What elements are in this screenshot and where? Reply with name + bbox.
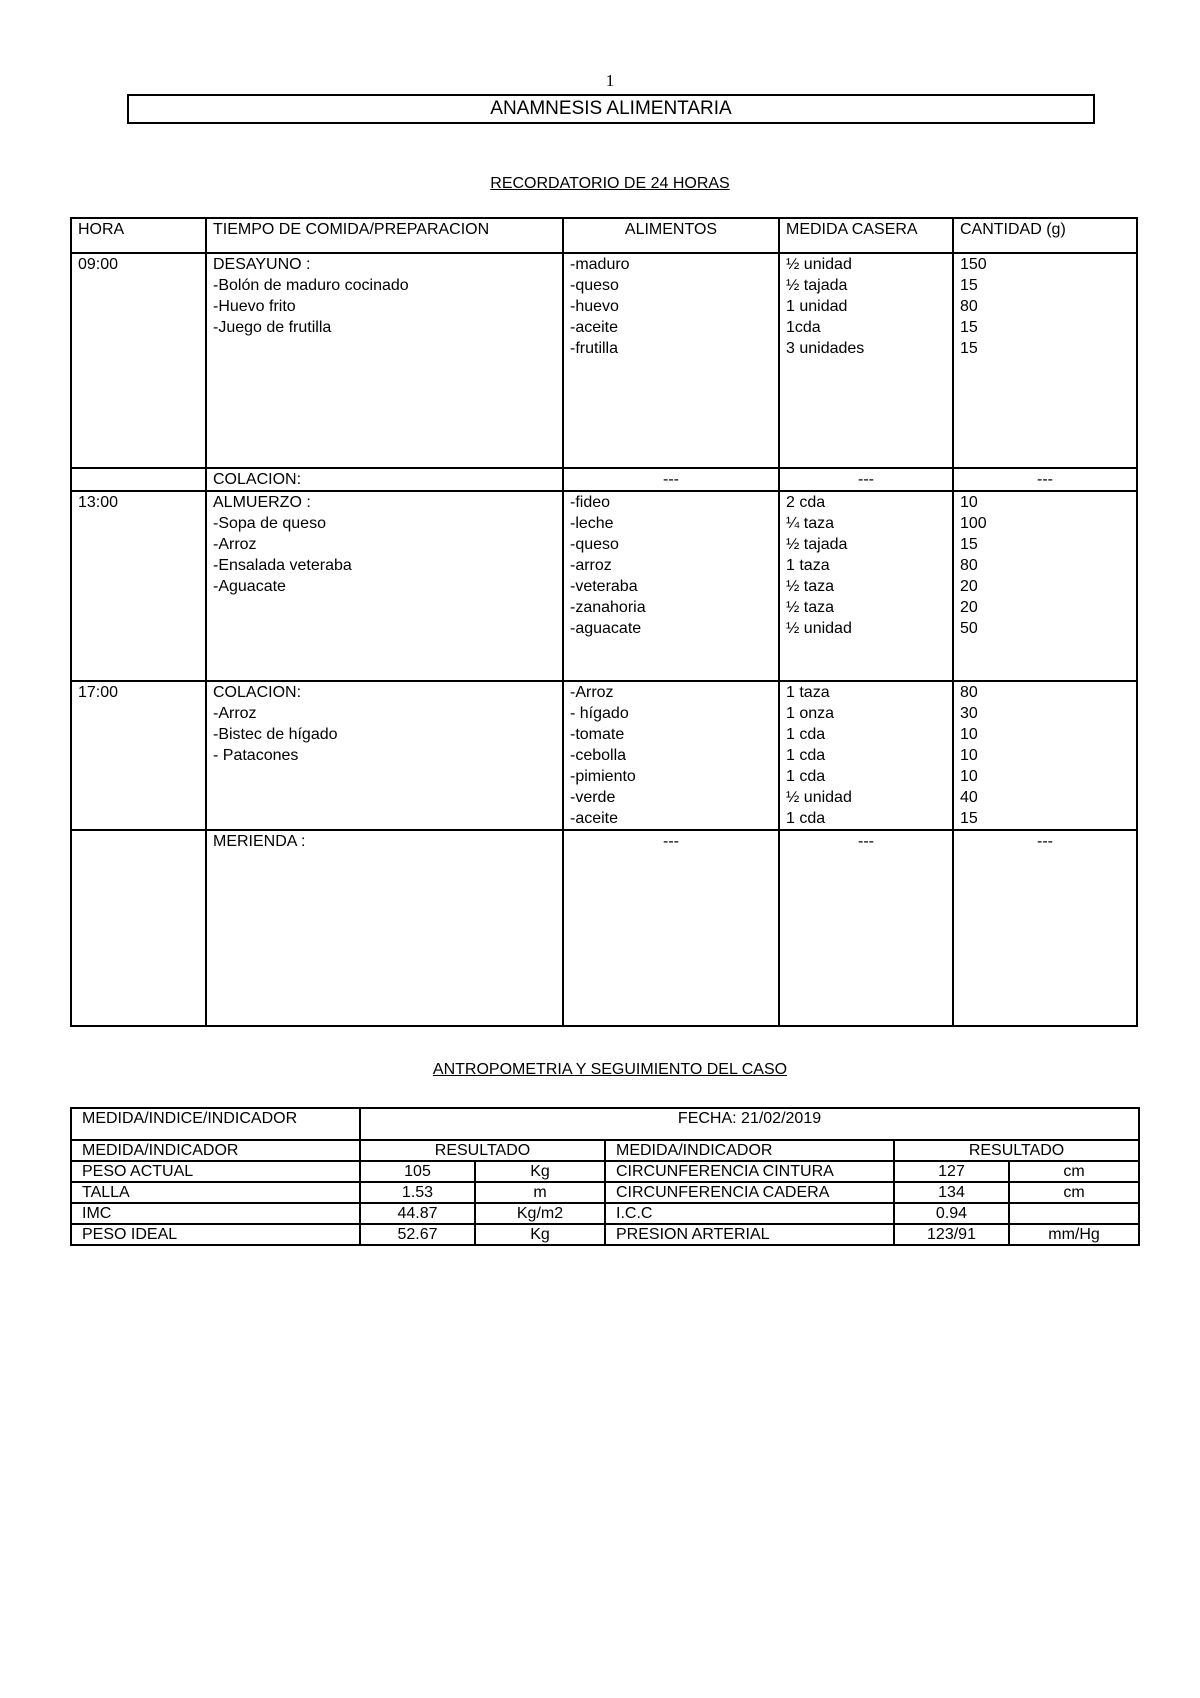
cell-line: -zanahoria: [570, 599, 646, 616]
cell-tiempo: [206, 468, 563, 491]
cell-line: ½ tajada: [786, 536, 848, 553]
cell-line: -Arroz: [213, 536, 257, 553]
cell-alimentos: [563, 468, 779, 491]
cell-line: 80: [960, 557, 978, 574]
cell-line: -pimiento: [570, 768, 636, 785]
measure-name: PRESION ARTERIAL: [605, 1224, 894, 1245]
cell-medida: [779, 830, 953, 1026]
cell-cantidad: [953, 681, 1137, 830]
table-row: [71, 491, 1137, 681]
cell-line: -arroz: [570, 557, 612, 574]
cell-medida: [779, 681, 953, 830]
table-row: [71, 468, 1137, 491]
cell-line: 15: [960, 536, 978, 553]
cell-tiempo: [206, 491, 563, 681]
cell-line: 30: [960, 705, 978, 722]
cell-line: ---: [663, 833, 679, 850]
table-row: [71, 1224, 1139, 1245]
cell-hora: 17:00: [71, 681, 206, 830]
anthro-header-row: [71, 1108, 1139, 1140]
measure-name: PESO IDEAL: [71, 1224, 360, 1245]
cell-line: -Ensalada veteraba: [213, 557, 352, 574]
header-tiempo: TIEMPO DE COMIDA/PREPARACION: [206, 218, 563, 253]
cell-line: 15: [960, 810, 978, 827]
cell-line: 1 cda: [786, 726, 826, 743]
table-row: [71, 830, 1137, 1026]
cell-cantidad: [953, 491, 1137, 681]
header-alimentos: ALIMENTOS: [563, 218, 779, 253]
cell-line: -leche: [570, 515, 614, 532]
measure-unit: [1009, 1203, 1139, 1224]
cell-line: -aguacate: [570, 620, 642, 637]
cell-line: ---: [858, 471, 874, 488]
cell-line: 100: [960, 515, 987, 532]
cell-line: 3 unidades: [786, 340, 865, 357]
cell-line: 80: [960, 298, 978, 315]
cell-line: ---: [663, 471, 679, 488]
food-recall-table: [70, 217, 1138, 1027]
measure-unit: cm: [1009, 1182, 1139, 1203]
cell-line: - hígado: [570, 705, 629, 722]
cell-line: ½ taza: [786, 599, 835, 616]
cell-line: 1 cda: [786, 747, 826, 764]
cell-line: ---: [1037, 471, 1053, 488]
table-row: [71, 681, 1137, 830]
subheader-resultado-1: RESULTADO: [360, 1140, 605, 1161]
cell-alimentos: [563, 253, 779, 468]
cell-line: ¼ taza: [786, 515, 835, 532]
cell-line: 1cda: [786, 319, 821, 336]
table-row: [71, 253, 1137, 468]
cell-line: ---: [1037, 833, 1053, 850]
document-title: ANAMNESIS ALIMENTARIA: [127, 94, 1095, 124]
cell-line: COLACION:: [213, 471, 302, 488]
measure-unit: Kg: [475, 1161, 605, 1182]
table-row: [71, 1182, 1139, 1203]
cell-cantidad: [953, 468, 1137, 491]
cell-line: 15: [960, 319, 978, 336]
table-row: [71, 1203, 1139, 1224]
cell-line: 2 cda: [786, 494, 826, 511]
cell-line: 20: [960, 599, 978, 616]
cell-line: ½ taza: [786, 578, 835, 595]
measure-name: CIRCUNFERENCIA CADERA: [605, 1182, 894, 1203]
measure-value: 123/91: [894, 1224, 1009, 1245]
cell-line: ½ unidad: [786, 789, 852, 806]
cell-line: 50: [960, 620, 978, 637]
cell-line: ½ tajada: [786, 277, 848, 294]
measure-value: 134: [894, 1182, 1009, 1203]
cell-line: -Aguacate: [213, 578, 286, 595]
subheader-medida-1: MEDIDA/INDICADOR: [71, 1140, 360, 1161]
subheader-resultado-2: RESULTADO: [894, 1140, 1139, 1161]
header-hora: HORA: [71, 218, 206, 253]
cell-line: 1 onza: [786, 705, 835, 722]
cell-tiempo: [206, 830, 563, 1026]
cell-line: 1 cda: [786, 768, 826, 785]
anthro-subheader-row: [71, 1140, 1139, 1161]
cell-line: 1 taza: [786, 684, 830, 701]
cell-line: -tomate: [570, 726, 625, 743]
cell-line: -queso: [570, 277, 619, 294]
cell-line: -Arroz: [570, 684, 614, 701]
measure-value: 44.87: [360, 1203, 475, 1224]
cell-line: -queso: [570, 536, 619, 553]
measure-value: 127: [894, 1161, 1009, 1182]
cell-line: 1 taza: [786, 557, 830, 574]
cell-line: 40: [960, 789, 978, 806]
cell-cantidad: [953, 253, 1137, 468]
measure-value: 105: [360, 1161, 475, 1182]
cell-line: 15: [960, 277, 978, 294]
measure-unit: Kg/m2: [475, 1203, 605, 1224]
measure-name: I.C.C: [605, 1203, 894, 1224]
cell-line: ½ unidad: [786, 256, 852, 273]
anthro-header-label: MEDIDA/INDICE/INDICADOR: [71, 1108, 360, 1140]
measure-unit: Kg: [475, 1224, 605, 1245]
cell-hora: 09:00: [71, 253, 206, 468]
cell-line: -veteraba: [570, 578, 638, 595]
cell-line: -fideo: [570, 494, 611, 511]
anthropometry-table: [70, 1107, 1140, 1246]
page-number: 1: [605, 71, 615, 90]
cell-medida: [779, 253, 953, 468]
cell-line: -frutilla: [570, 340, 619, 357]
cell-hora: 13:00: [71, 491, 206, 681]
table-row: [71, 1161, 1139, 1182]
measure-unit: cm: [1009, 1161, 1139, 1182]
cell-line: 1 unidad: [786, 298, 848, 315]
measure-unit: m: [475, 1182, 605, 1203]
cell-line: ½ unidad: [786, 620, 852, 637]
cell-line: 10: [960, 747, 978, 764]
cell-line: -verde: [570, 789, 616, 806]
cell-line: 10: [960, 726, 978, 743]
measure-name: PESO ACTUAL: [71, 1161, 360, 1182]
cell-line: 1 cda: [786, 810, 826, 827]
cell-tiempo: [206, 253, 563, 468]
cell-alimentos: [563, 681, 779, 830]
cell-line: 150: [960, 256, 987, 273]
cell-line: -Juego de frutilla: [213, 319, 332, 336]
subheader-medida-2: MEDIDA/INDICADOR: [605, 1140, 894, 1161]
cell-line: -Bolón de maduro cocinado: [213, 277, 409, 294]
cell-tiempo: [206, 681, 563, 830]
cell-line: ---: [858, 833, 874, 850]
measure-name: CIRCUNFERENCIA CINTURA: [605, 1161, 894, 1182]
cell-medida: [779, 491, 953, 681]
cell-line: 80: [960, 684, 978, 701]
measure-name: IMC: [71, 1203, 360, 1224]
cell-line: DESAYUNO :: [213, 256, 311, 273]
measure-value: 1.53: [360, 1182, 475, 1203]
cell-line: -aceite: [570, 810, 619, 827]
cell-line: -Arroz: [213, 705, 257, 722]
cell-line: -huevo: [570, 298, 619, 315]
cell-line: 20: [960, 578, 978, 595]
cell-line: -aceite: [570, 319, 619, 336]
cell-medida: [779, 468, 953, 491]
cell-line: ALMUERZO :: [213, 494, 311, 511]
table-header-row: [71, 218, 1137, 253]
header-medida: MEDIDA CASERA: [779, 218, 953, 253]
cell-hora: [71, 830, 206, 1026]
cell-line: 10: [960, 494, 978, 511]
anthro-date: FECHA: 21/02/2019: [360, 1108, 1139, 1140]
cell-line: 15: [960, 340, 978, 357]
measure-value: 52.67: [360, 1224, 475, 1245]
measure-value: 0.94: [894, 1203, 1009, 1224]
anthropometry-section-title: ANTROPOMETRIA Y SEGUIMIENTO DEL CASO: [432, 1061, 788, 1078]
cell-line: 10: [960, 768, 978, 785]
cell-line: -Sopa de queso: [213, 515, 326, 532]
measure-unit: mm/Hg: [1009, 1224, 1139, 1245]
recall-section-title: RECORDATORIO DE 24 HORAS: [490, 175, 730, 192]
header-cantidad: CANTIDAD (g): [953, 218, 1137, 253]
cell-line: -cebolla: [570, 747, 627, 764]
cell-alimentos: [563, 491, 779, 681]
cell-line: -Bistec de hígado: [213, 726, 338, 743]
cell-line: -Huevo frito: [213, 298, 296, 315]
cell-hora: [71, 468, 206, 491]
cell-line: COLACION:: [213, 684, 302, 701]
cell-line: - Patacones: [213, 747, 299, 764]
cell-alimentos: [563, 830, 779, 1026]
cell-cantidad: [953, 830, 1137, 1026]
cell-line: MERIENDA :: [213, 833, 306, 850]
cell-line: -maduro: [570, 256, 630, 273]
measure-name: TALLA: [71, 1182, 360, 1203]
